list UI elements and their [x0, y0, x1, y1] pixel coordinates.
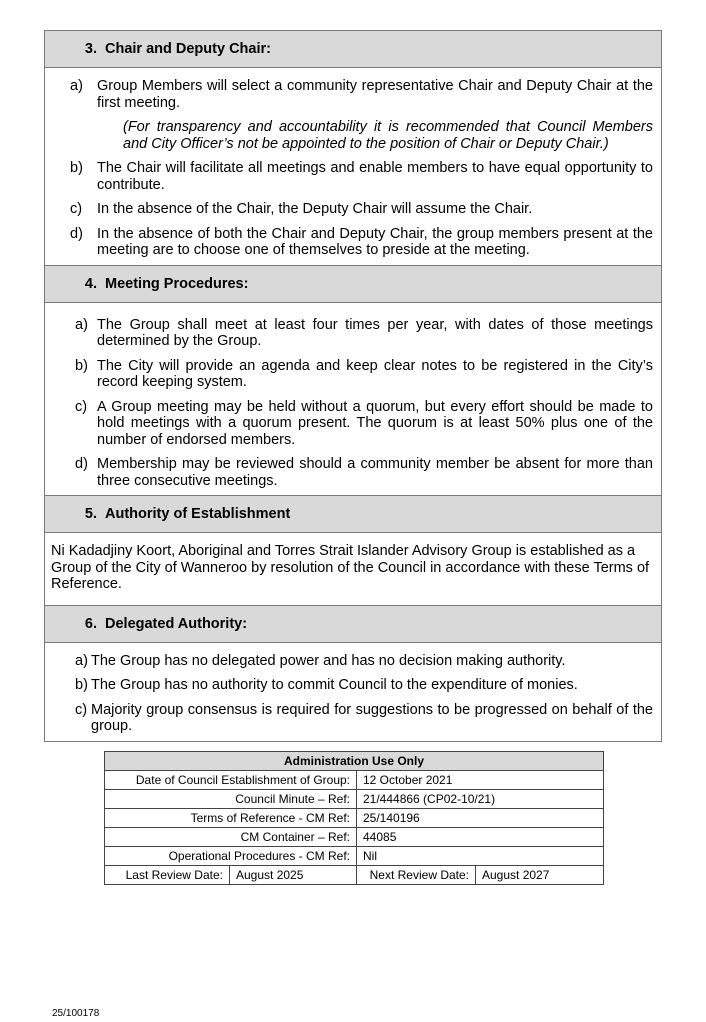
list-item — [53, 317, 653, 350]
document-reference: 25/100178 — [52, 1008, 100, 1019]
list-item — [53, 399, 653, 449]
recommendation-note: (For transparency and accountability it is recommended that Council Members and City Officer’s not be appointed to the position of Chair or Deputy Chair.) — [123, 119, 653, 152]
list-item — [53, 201, 653, 218]
table-row — [105, 809, 604, 828]
section-6-header — [45, 606, 661, 643]
administration-table — [104, 751, 604, 885]
list-text: A Group meeting may be held without a quorum, but every effort should be made to hold meetings with a quorum present. The quorum is at least 50% plus one of the number of endorsed members. — [97, 398, 653, 448]
list-text: The Group shall meet at least four times per year, with dates of those meetings determined by the Group. — [97, 316, 653, 349]
admin-value: Nil — [357, 847, 604, 866]
section-title: Delegated Authority: — [105, 615, 248, 632]
admin-value: 12 October 2021 — [357, 771, 604, 790]
list-marker: a) — [75, 652, 88, 669]
list-marker: a) — [70, 78, 83, 94]
admin-label: Terms of Reference - CM Ref: — [105, 809, 357, 828]
section-4-header — [45, 266, 661, 303]
admin-label: Date of Council Establishment of Group: — [105, 771, 357, 790]
section-number: 4. — [84, 275, 97, 292]
section-4-body — [45, 303, 661, 497]
section-3-body — [45, 68, 661, 266]
admin-label: Operational Procedures - CM Ref: — [105, 847, 357, 866]
table-row — [105, 828, 604, 847]
list-text: The Chair will facilitate all meetings and enable members to have equal opportunity to contribute. — [97, 160, 653, 193]
admin-title: Administration Use Only — [105, 752, 604, 771]
terms-of-reference-table — [44, 30, 662, 742]
list-item — [53, 653, 653, 670]
list-marker: b) — [75, 677, 88, 693]
list-text: The Group has no authority to commit Council to the expenditure of monies. — [91, 677, 578, 693]
list-marker: c) — [75, 398, 88, 415]
list-marker: d) — [70, 225, 83, 242]
section-title: Chair and Deputy Chair: — [105, 41, 271, 57]
section-5-header — [45, 496, 661, 533]
list-text: In the absence of both the Chair and Deputy Chair, the group members present at the meeting are to choose one of themselves to preside at the meeting. — [97, 225, 653, 258]
admin-value: 21/444866 (CP02-10/21) — [357, 790, 604, 809]
list-text: The City will provide an agenda and keep clear notes to be registered in the City’s record keeping system. — [97, 357, 653, 390]
section-title: Meeting Procedures: — [105, 275, 249, 292]
admin-label: Council Minute – Ref: — [105, 790, 357, 809]
list-item — [53, 702, 653, 735]
list-marker: c) — [75, 701, 88, 718]
list-item — [53, 358, 653, 391]
section-6-body — [45, 643, 661, 741]
list-marker: a) — [75, 316, 88, 333]
next-review-label: Next Review Date: — [357, 866, 476, 885]
section-3-header — [45, 31, 661, 68]
section-number: 6. — [84, 615, 97, 632]
admin-label: CM Container – Ref: — [105, 828, 357, 847]
table-row — [105, 790, 604, 809]
admin-value: 25/140196 — [357, 809, 604, 828]
list-item — [53, 78, 653, 111]
table-row — [105, 771, 604, 790]
list-marker: b) — [70, 160, 83, 176]
section-title: Authority of Establishment — [105, 506, 291, 522]
list-marker: d) — [75, 456, 88, 472]
list-marker: c) — [70, 201, 83, 217]
last-review-value: August 2025 — [230, 866, 357, 885]
section-number: 5. — [84, 506, 97, 522]
last-review-label: Last Review Date: — [105, 866, 230, 885]
list-item — [53, 677, 653, 694]
list-text: Group Members will select a community representative Chair and Deputy Chair at the first meeting. — [97, 78, 653, 111]
section-5-body — [45, 533, 661, 606]
table-row — [105, 847, 604, 866]
next-review-value: August 2027 — [476, 866, 604, 885]
table-row — [105, 866, 604, 885]
section-number: 3. — [84, 41, 97, 57]
admin-value: 44085 — [357, 828, 604, 847]
list-marker: b) — [75, 357, 88, 374]
establishment-text: Ni Kadadjiny Koort, Aboriginal and Torres Strait Islander Advisory Group is established as a Group of the City of Wanneroo by resolution of the Council in accordance with these Terms of Reference. — [51, 543, 650, 592]
list-item — [53, 456, 653, 489]
list-text: The Group has no delegated power and has no decision making authority. — [91, 652, 566, 669]
list-text: In the absence of the Chair, the Deputy Chair will assume the Chair. — [97, 201, 533, 217]
list-item — [53, 226, 653, 259]
list-text: Majority group consensus is required for suggestions to be progressed on behalf of the group. — [91, 701, 653, 734]
list-text: Membership may be reviewed should a community member be absent for more than three consecutive meetings. — [97, 456, 653, 489]
list-item — [53, 160, 653, 193]
